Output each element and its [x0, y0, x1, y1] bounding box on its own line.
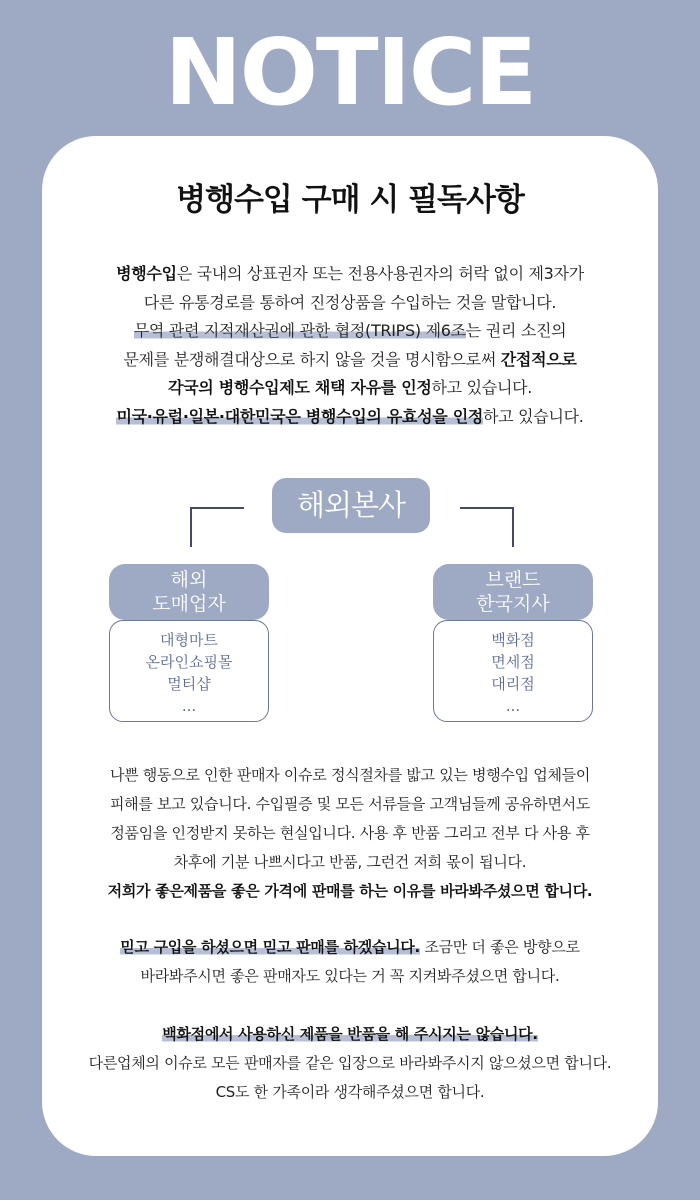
overseas-hq-badge: 해외본사: [272, 478, 430, 533]
notice-banner: NOTICE: [164, 19, 536, 126]
paragraph-line: 다른업체의 이슈로 모든 판매자를 같은 입장으로 바라봐주시지 않으셨으면 합니다.: [88, 1054, 612, 1072]
badge-line: 도매업자: [152, 593, 226, 615]
connector-left: [190, 507, 244, 547]
paragraph-highlight: 믿고 구입을 하셨으면 믿고 판매를 하겠습니다.: [120, 938, 420, 956]
intro-line: [42, 374, 658, 403]
intro-keyword: 병행수입: [116, 264, 177, 283]
channel-item: 대리점: [491, 675, 535, 693]
channel-item: 멀티샵: [167, 675, 211, 693]
intro-bold: 간접적으로: [500, 349, 577, 369]
paragraph-line: [42, 1020, 658, 1049]
intro-line: [42, 346, 658, 375]
intro-text: 는 권리 소진의: [465, 321, 567, 341]
intro-bold: 각국의 병행수입제도 채택 자유를 인정: [167, 378, 432, 398]
badge-line: 한국지사: [476, 593, 550, 615]
brand-channel-list: [433, 620, 593, 722]
paragraph-line: 피해를 보고 있습니다. 수입필증 및 모든 서류들을 고객님들께 공유하면서도: [109, 795, 591, 813]
paragraph-line: CS도 한 가족이라 생각해주셨으면 합니다.: [215, 1083, 485, 1101]
intro-text: 문제를 분쟁해결대상으로 하지 않을 것을 명시함으로써: [123, 349, 501, 369]
channel-item: 대형마트: [160, 631, 218, 649]
channel-item: ...: [505, 697, 521, 715]
intro-paragraph: [42, 260, 658, 432]
intro-line: [42, 260, 658, 289]
badge-line: 브랜드: [485, 569, 541, 591]
paragraph-line: 차후에 기분 나쁘시다고 반품, 그런건 저희 몫이 됩니다.: [173, 853, 527, 871]
intro-line: [42, 317, 658, 346]
trust-paragraph: [42, 933, 658, 991]
intro-text: 하고 있습니다.: [483, 406, 584, 426]
paragraph-line: 정품임을 인정받지 못하는 현실입니다. 사용 후 반품 그리고 전부 다 사용 후: [110, 824, 590, 842]
paragraph-bold: 저희가 좋은제품을 좋은 가격에 판매를 하는 이유를 바라봐주셨으면 합니다.: [107, 882, 593, 900]
wholesaler-channel-list: [109, 620, 269, 722]
intro-text: 하고 있습니다.: [431, 378, 533, 398]
intro-highlight: 미국·유럽·일본·대한민국은 병행수입의 유효성을 인정: [116, 406, 484, 426]
paragraph-line: [42, 877, 658, 906]
channel-item: 온라인쇼핑몰: [145, 653, 233, 671]
badge-line: 해외: [170, 569, 208, 591]
paragraph-text: 조금만 더 좋은 방향으로: [419, 938, 580, 956]
paragraph-line: 바라봐주시면 좋은 판매자도 있다는 거 꼭 지켜봐주셨으면 합니다.: [140, 967, 560, 985]
intro-line: [42, 403, 658, 432]
paragraph-highlight: 백화점에서 사용하신 제품을 반품을 해 주시지는 않습니다.: [162, 1025, 538, 1043]
paragraph-line: [42, 933, 658, 962]
overseas-wholesaler-badge: [109, 564, 269, 620]
return-policy-paragraph: [42, 1020, 658, 1107]
seller-issue-paragraph: [42, 761, 658, 906]
channel-item: ...: [181, 697, 197, 715]
paragraph-line: 나쁜 행동으로 인한 판매자 이슈로 정식절차를 밟고 있는 병행수입 업체들이: [109, 766, 591, 784]
intro-text: 은 국내의 상표권자 또는 전용사용권자의 허락 없이 제3자가: [176, 264, 584, 283]
connector-right: [460, 507, 514, 547]
channel-item: 백화점: [491, 631, 535, 649]
intro-line: 다른 유통경로를 통하여 진정상품을 수입하는 것을 말합니다.: [143, 292, 557, 312]
brand-korea-badge: [433, 564, 593, 620]
notice-card: [42, 136, 658, 1156]
notice-title: 병행수입 구매 시 필독사항: [176, 182, 524, 218]
intro-highlight: 무역 관련 지적재산권에 관한 협정(TRIPS) 제6조: [133, 321, 466, 341]
channel-item: 면세점: [491, 653, 535, 671]
